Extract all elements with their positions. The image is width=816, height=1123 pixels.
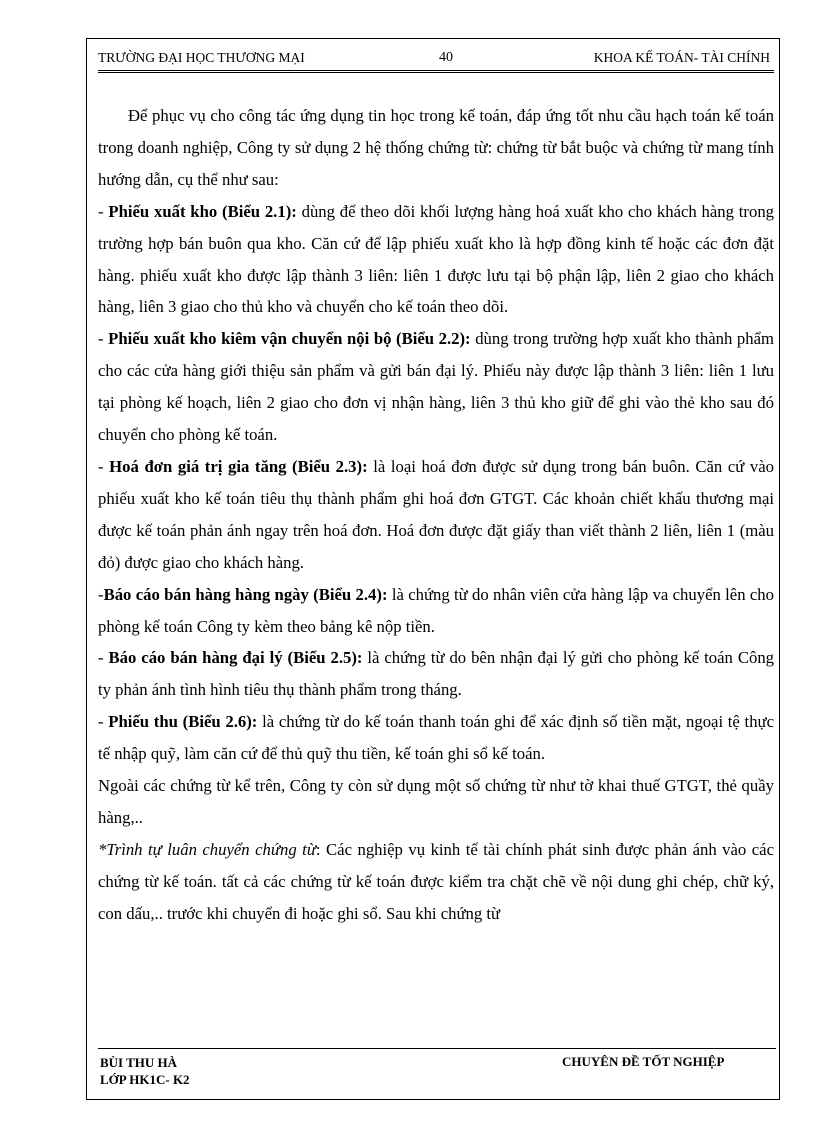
footer-author-block	[100, 1054, 190, 1088]
paragraph-text: : Các nghiệp vụ kinh tế tài chính phát sinh được phản ánh vào các chứng từ kế toán. tất cả các chứng từ kế toán được kiểm tra chặt chẽ về nội dung ghi chép, chữ ký, con dấu,.. trước khi chuyển đi hoặc ghi sổ. Sau khi chứng từ	[98, 839, 774, 923]
page-header	[98, 48, 770, 68]
paragraph-text: dùng trong trường hợp xuất kho thành phẩm cho các cửa hàng giới thiệu sản phẩm và gửi bán đại lý. Phiếu này được lập thành 3 liên: liên 1 lưu tại phòng kế hoạch, liên 2 giao cho đơn vị nhận hàng, liên 3 thủ kho giữ để ghi vào thẻ kho sau đó chuyển cho phòng kế toán.	[98, 329, 775, 445]
header-faculty: KHOA KẾ TOÁN- TÀI CHÍNH	[593, 50, 770, 65]
term-bao-cao-ban-hang-dai-ly: Báo cáo bán hàng đại lý (Biểu 2.5):	[108, 648, 363, 668]
paragraph-bao-cao-ban-hang-dai-ly	[98, 642, 774, 706]
footer-class: LỚP HK1C- K2	[100, 1072, 190, 1087]
bullet-prefix: -	[98, 584, 104, 604]
term-document-flow: *Trình tự luân chuyển chứng từ	[98, 839, 316, 859]
term-phieu-xuat-kho: Phiếu xuất kho (Biểu 2.1):	[108, 201, 297, 221]
paragraph-phieu-xuat-kho	[98, 196, 774, 324]
paragraph-other-documents: Ngoài các chứng từ kể trên, Công ty còn sử dụng một số chứng từ như tờ khai thuế GTGT, thẻ quầy hàng,..	[98, 776, 774, 827]
document-body	[98, 100, 774, 930]
term-phieu-xuat-kho-kiem-van-chuyen: Phiếu xuất kho kiêm vận chuyển nội bộ (Biểu 2.2):	[108, 329, 471, 349]
paragraph-phieu-xuat-kho-kiem-van-chuyen	[98, 323, 774, 451]
page-number: 40	[439, 50, 453, 65]
paragraph-text: là chứng từ do nhân viên cửa hàng lập va chuyển lên cho phòng kế toán Công ty kèm theo bảng kê nộp tiền.	[98, 584, 774, 636]
bullet-prefix: -	[98, 712, 109, 732]
paragraph-text: là chứng từ do kế toán thanh toán ghi để xác định số tiền mặt, ngoại tệ thực tế nhập quỹ, làm căn cứ để thủ quỹ thu tiền, kế toán ghi sổ kế toán.	[98, 712, 774, 764]
bullet-prefix: -	[98, 648, 109, 668]
paragraph-hoa-don-gtgt	[98, 451, 774, 579]
paragraph-document-flow	[98, 834, 774, 930]
header-divider	[98, 70, 774, 73]
paragraph-bao-cao-ban-hang-hang-ngay	[98, 579, 774, 643]
paragraph-phieu-thu	[98, 706, 774, 770]
paragraph-text: dùng để theo dõi khối lượng hàng hoá xuất kho cho khách hàng trong trường hợp bán buôn qua kho. Căn cứ để lập phiếu xuất kho là hợp đồng kinh tế hoặc các đơn đặt hàng. phiếu xuất kho được lập thành 3 liên: liên 1 được lưu tại bộ phận lập, liên 2 giao cho khách hàng, liên 3 giao cho thủ kho và chuyển cho kế toán theo dõi.	[98, 201, 775, 317]
footer-thesis-label: CHUYÊN ĐỀ TỐT NGHIỆP	[562, 1054, 725, 1069]
header-school: TRƯỜNG ĐẠI HỌC THƯƠNG MẠI	[98, 50, 305, 65]
term-hoa-don-gtgt: Hoá đơn giá trị gia tăng (Biểu 2.3):	[109, 456, 368, 476]
paragraph-text: là chứng từ do bên nhận đại lý gửi cho phòng kế toán Công ty phản ánh tình hình tiêu thụ thành phẩm trong tháng.	[98, 648, 775, 700]
bullet-prefix: -	[98, 329, 109, 349]
footer-divider	[98, 1048, 776, 1049]
bullet-prefix: -	[98, 456, 110, 476]
term-phieu-thu: Phiếu thu (Biểu 2.6):	[108, 712, 258, 732]
footer-author: BÙI THU HÀ	[100, 1055, 178, 1070]
bullet-prefix: -	[98, 201, 109, 221]
term-bao-cao-ban-hang-hang-ngay: Báo cáo bán hàng hàng ngày (Biểu 2.4):	[103, 584, 388, 604]
paragraph-intro: Để phục vụ cho công tác ứng dụng tin học trong kế toán, đáp ứng tốt nhu cầu hạch toán kế toán trong doanh nghiệp, Công ty sử dụng 2 hệ thống chứng từ: chứng từ bắt buộc và chứng từ mang tính hướng dẫn, cụ thể như sau:	[98, 106, 774, 189]
paragraph-text: là loại hoá đơn được sử dụng trong bán buôn. Căn cứ vào phiếu xuất kho kế toán tiêu thụ thành phẩm ghi hoá đơn GTGT. Các khoản chiết khấu thương mại được kế toán phản ánh ngay trên hoá đơn. Hoá đơn được đặt giấy than viết thành 2 liên, liên 1 (màu đỏ) được giao cho khách hàng.	[98, 456, 775, 572]
